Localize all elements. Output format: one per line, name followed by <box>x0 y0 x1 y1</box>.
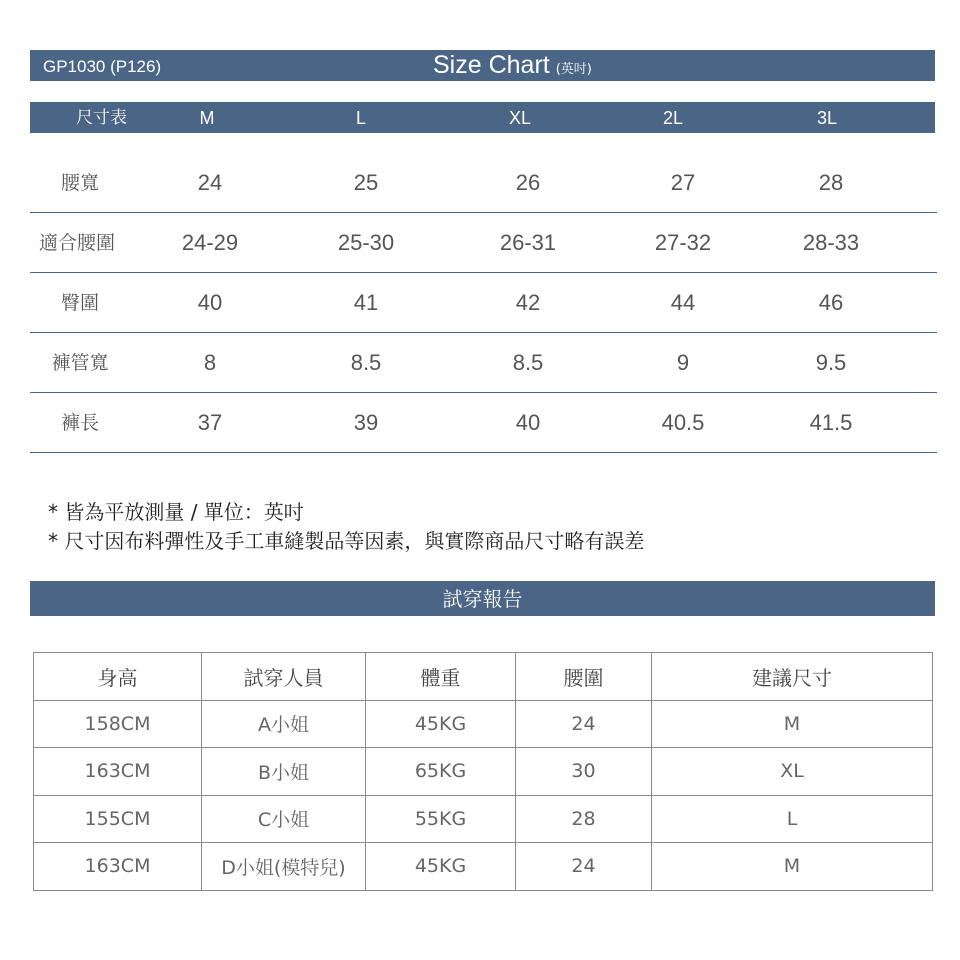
tester-cell: B小姐 <box>202 748 366 796</box>
suggested-size-cell: XL <box>652 748 933 796</box>
size-value: 39 <box>353 410 379 435</box>
weight-cell: 45KG <box>366 843 516 891</box>
weight-cell: 55KG <box>366 795 516 843</box>
size-value: 8.5 <box>350 350 382 375</box>
title-text: Size Chart <box>433 51 550 79</box>
size-value: 28-33 <box>802 230 860 255</box>
height-cell: 155CM <box>34 795 202 843</box>
title-bar <box>30 50 935 81</box>
size-value: 26-31 <box>499 230 557 255</box>
size-row <box>30 153 937 213</box>
tester-cell: D小姐(模特兒) <box>202 843 366 891</box>
size-column-header: L <box>355 108 367 128</box>
size-value: 9.5 <box>815 350 847 375</box>
size-value: 37 <box>197 410 223 435</box>
size-value: 46 <box>818 290 844 315</box>
page-title <box>433 50 592 81</box>
table-row <box>34 748 933 796</box>
column-header: 試穿人員 <box>202 653 366 701</box>
size-value: 40 <box>515 410 541 435</box>
note-measurement: * 皆為平放測量 / 單位：英吋 <box>48 500 304 524</box>
size-value: 25-30 <box>337 230 395 255</box>
size-table-header <box>30 102 935 133</box>
table-row <box>34 843 933 891</box>
fitting-report-table <box>33 652 933 891</box>
measure-label: 褲長 <box>60 412 100 434</box>
size-value: 28 <box>818 170 844 195</box>
size-value: 44 <box>670 290 696 315</box>
waist-cell: 24 <box>516 700 652 748</box>
table-row <box>34 795 933 843</box>
size-column-header: 3L <box>816 108 838 128</box>
size-value: 27-32 <box>654 230 712 255</box>
size-value: 25 <box>353 170 379 195</box>
size-row <box>30 213 937 273</box>
height-cell: 163CM <box>34 843 202 891</box>
size-value: 24 <box>197 170 223 195</box>
size-table-label: 尺寸表 <box>76 108 127 128</box>
size-value: 8 <box>203 350 217 375</box>
size-value: 41 <box>353 290 379 315</box>
size-value: 24-29 <box>181 230 239 255</box>
size-value: 8.5 <box>512 350 544 375</box>
measure-label: 適合腰圍 <box>38 232 116 254</box>
report-title: 試穿報告 <box>442 587 523 611</box>
size-column-header: XL <box>508 108 532 128</box>
product-code: GP1030 (P126) <box>43 57 162 76</box>
size-value: 27 <box>670 170 696 195</box>
size-value: 42 <box>515 290 541 315</box>
report-title-bar <box>30 581 935 616</box>
title-unit: (英吋) <box>555 62 592 77</box>
height-cell: 163CM <box>34 748 202 796</box>
column-header: 建議尺寸 <box>652 653 933 701</box>
table-header-row <box>34 653 933 701</box>
size-value: 41.5 <box>809 410 853 435</box>
column-header: 身高 <box>34 653 202 701</box>
measure-label: 臀圍 <box>60 292 100 314</box>
measure-label: 褲管寬 <box>51 352 109 374</box>
note-tolerance: * 尺寸因布料彈性及手工車縫製品等因素，與實際商品尺寸略有誤差 <box>48 529 645 553</box>
weight-cell: 45KG <box>366 700 516 748</box>
row-divider <box>30 452 937 453</box>
suggested-size-cell: M <box>652 843 933 891</box>
suggested-size-cell: L <box>652 795 933 843</box>
measure-label: 腰寬 <box>60 172 100 194</box>
size-column-header: 2L <box>662 108 684 128</box>
tester-cell: A小姐 <box>202 700 366 748</box>
suggested-size-cell: M <box>652 700 933 748</box>
height-cell: 158CM <box>34 700 202 748</box>
size-value: 40 <box>197 290 223 315</box>
size-row <box>30 273 937 333</box>
tester-cell: C小姐 <box>202 795 366 843</box>
size-row <box>30 333 937 393</box>
size-value: 26 <box>515 170 541 195</box>
column-header: 體重 <box>366 653 516 701</box>
weight-cell: 65KG <box>366 748 516 796</box>
size-value: 9 <box>676 350 690 375</box>
waist-cell: 30 <box>516 748 652 796</box>
size-value: 40.5 <box>661 410 705 435</box>
waist-cell: 28 <box>516 795 652 843</box>
waist-cell: 24 <box>516 843 652 891</box>
column-header: 腰圍 <box>516 653 652 701</box>
size-row <box>30 393 937 453</box>
table-row <box>34 700 933 748</box>
size-column-header: M <box>199 108 215 128</box>
